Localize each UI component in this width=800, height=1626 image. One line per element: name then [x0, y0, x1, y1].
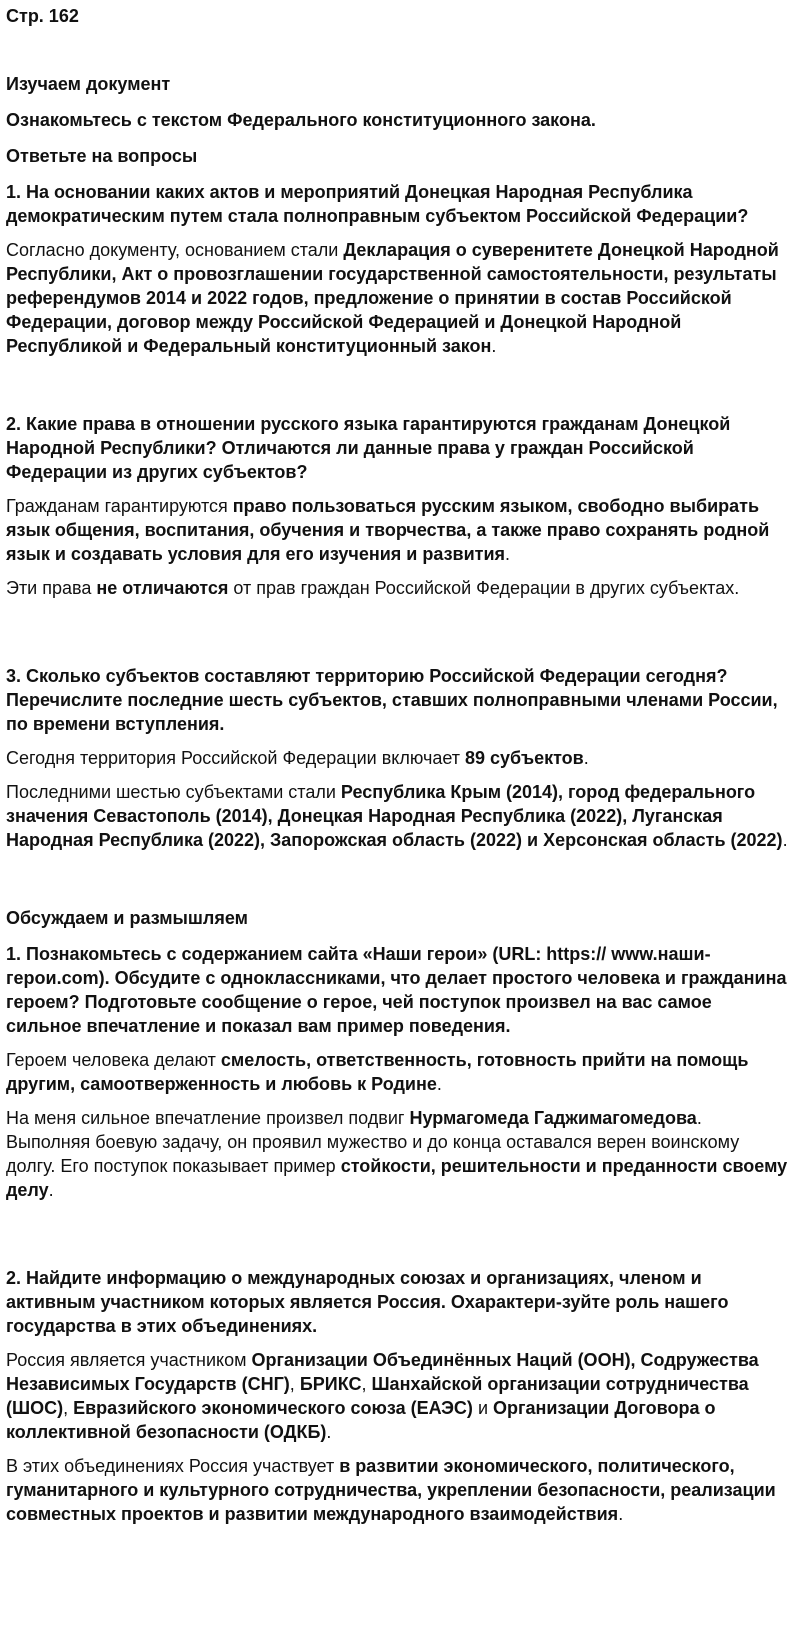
question-3: 3. Сколько субъектов составляют территорию Российской Федерации сегодня? Перечислите последние шесть субъектов, ставших полноправными членами России, по времени вступления.	[6, 666, 778, 734]
answer-emphasis: смелость, ответственность, готовность прийти на помощь другим, самоотверженность и любовь к Родине	[6, 1050, 749, 1094]
answer-text: .	[782, 830, 788, 850]
answer-5-paragraph-2	[6, 1454, 788, 1526]
answer-5-paragraph-1	[6, 1348, 788, 1444]
spacer	[6, 610, 788, 664]
answer-text: .	[436, 1074, 442, 1094]
answer-emphasis: Нурмагомеда Гаджимагомедова	[409, 1108, 697, 1128]
answer-text: ,	[361, 1374, 372, 1394]
answer-text: Согласно документу, основанием стали	[6, 240, 344, 260]
answer-text: . Выполняя боевую задачу, он проявил мужество и до конца оставался верен воинскому долгу. Его поступок показывает пример	[6, 1108, 740, 1176]
answer-text: В этих объединениях Россия участвует	[6, 1456, 340, 1476]
answer-4-paragraph-1	[6, 1048, 788, 1096]
question-2: 2. Какие права в отношении русского языка гарантируются гражданам Донецкой Народной Республики? Отличаются ли данные права у граждан Российской Федерации из других субъектов?	[6, 414, 731, 482]
spacer	[6, 1212, 788, 1266]
answer-text: .	[583, 748, 589, 768]
answer-emphasis: стойкости, решительности и преданности своему делу	[6, 1156, 788, 1200]
answer-4-paragraph-2	[6, 1106, 788, 1202]
page-number: Стр. 162	[6, 6, 79, 26]
answer-emphasis: Республика Крым (2014), город федерального значения Севастополь (2014), Донецкая Народная Республика (2022), Луганская Народная Республика (2022), Запорожская область (2022) и Херсонская область (2022)	[6, 782, 783, 850]
answer-emphasis: Шанхайской организации сотрудничества (ШОС)	[6, 1374, 749, 1418]
answer-text: ,	[289, 1374, 300, 1394]
question-5: 2. Найдите информацию о международных союзах и организациях, членом и активным участником которых является Россия. Охарактери-зуйте роль нашего государства в этих объединениях.	[6, 1268, 729, 1336]
answer-text: .	[48, 1180, 54, 1200]
answer-emphasis: не отличаются	[96, 578, 229, 598]
answer-3-paragraph-2	[6, 780, 788, 852]
answer-2-paragraph-1	[6, 494, 788, 566]
answer-text: Последними шестью субъектами стали	[6, 782, 341, 802]
section-title-study-document: Изучаем документ	[6, 74, 171, 94]
answer-emphasis: Организации Объединённых Наций (ООН), Содружества Независимых Государств (СНГ)	[6, 1350, 759, 1394]
answer-text: Россия является участником	[6, 1350, 252, 1370]
instruction-text: Ознакомьтесь с текстом Федерального конституционного закона.	[6, 110, 596, 130]
answer-text: На меня сильное впечатление произвел подвиг	[6, 1108, 410, 1128]
answer-emphasis: БРИКС	[299, 1374, 362, 1394]
answer-text: Эти права	[6, 578, 97, 598]
answer-emphasis: 89 субъектов	[465, 748, 584, 768]
answer-text: Сегодня территория Российской Федерации включает	[6, 748, 466, 768]
answer-3-paragraph-1	[6, 746, 788, 770]
answer-text: ,	[63, 1398, 74, 1418]
answer-2-paragraph-2	[6, 576, 788, 600]
spacer	[6, 368, 788, 412]
answer-emphasis: Евразийского экономического союза (ЕАЭС)	[73, 1398, 473, 1418]
question-4: 1. Познакомьтесь с содержанием сайта «Наши герои» (URL: https:// www.наши-герои.com). Обсудите с одноклассниками, что делает простого человека и гражданина героем? Подготовьте сообщение о герое, чей поступок произвел на вас самое сильное впечатление и показал вам пример поведения.	[6, 944, 787, 1036]
answer-1-paragraph	[6, 238, 788, 358]
answer-text: .	[618, 1504, 624, 1524]
answer-emphasis: Декларация о суверенитете Донецкой Народной Республики, Акт о провозглашении государственной самостоятельности, результаты референдумов 2014 и 2022 годов, предложение о принятии в состав Российской Федерации, договор между Российской Федерацией и Донецкой Народной Республикой и Федеральный конституционный закон	[6, 240, 779, 356]
answer-text: Героем человека делают	[6, 1050, 221, 1070]
spacer	[6, 862, 788, 906]
question-1: 1. На основании каких актов и мероприятий Донецкая Народная Республика демократическим путем стала полноправным субъектом Российской Федерации?	[6, 182, 749, 226]
answer-text: Гражданам гарантируются	[6, 496, 233, 516]
answer-text: .	[505, 544, 511, 564]
answer-text: от прав граждан Российской Федерации в других субъектах.	[228, 578, 740, 598]
answer-emphasis: право пользоваться русским языком, свободно выбирать язык общения, воспитания, обучения и творчества, а также право сохранять родной язык и создавать условия для его изучения и развития	[6, 496, 770, 564]
answer-emphasis: Организации Договора о коллективной безопасности (ОДКБ)	[6, 1398, 716, 1442]
answer-emphasis: в развитии экономического, политического, гуманитарного и культурного сотрудничества, укреплении безопасности, реализации совместных проектов и развитии международного взаимодействия	[6, 1456, 776, 1524]
answer-text: и	[472, 1398, 493, 1418]
section-title-discuss-reflect: Обсуждаем и размышляем	[6, 908, 248, 928]
answer-text: .	[326, 1422, 332, 1442]
answer-text: .	[491, 336, 497, 356]
sub-title-answer-questions: Ответьте на вопросы	[6, 146, 198, 166]
